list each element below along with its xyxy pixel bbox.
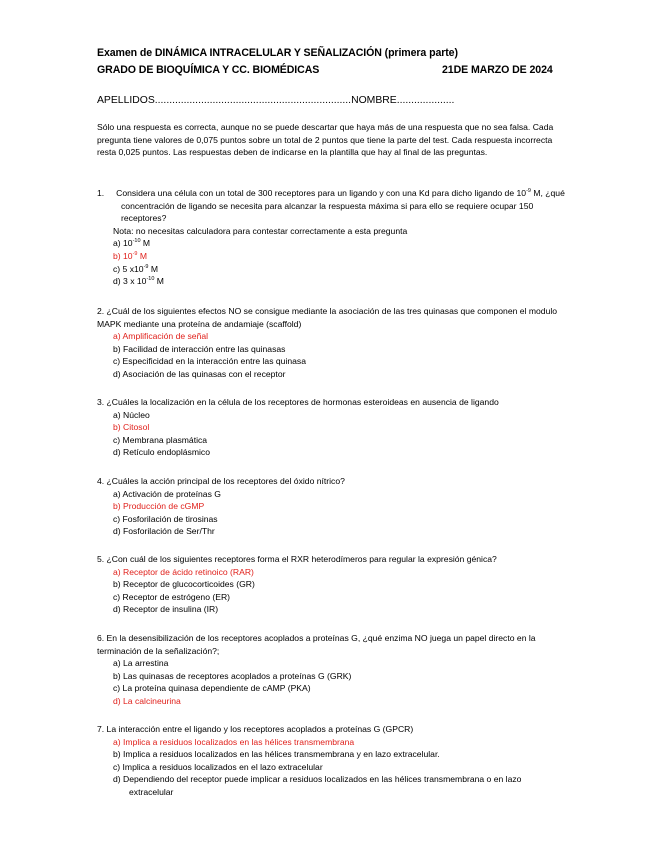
surnames-label: APELLIDOS [97,95,155,106]
question-5-option-b: b) Receptor de glucocorticoides (GR) [113,579,255,590]
surnames-line: .................................................................... [154,95,352,106]
exam-subtitle-row [97,64,563,76]
question-6 [97,632,565,708]
name-fields [97,95,454,106]
question-1-option-b: b) $10^{-9}$ M [113,250,148,261]
question-1-exponent: -9 [526,188,531,194]
question-1-text [97,187,565,225]
question-3-option-a: a) Núcleo [113,409,150,420]
question-6-option-c: c) La proteína quinasa dependiente de cAMP (PKA) [113,683,311,694]
question-6-option-d: d) La calcineurina [113,695,181,706]
question-3-text: 3. ¿Cuáles la localización en la célula de los receptores de hormonas esteroideas en ausencia de ligando [97,397,499,407]
name-label: NOMBRE [351,95,397,106]
exam-title: Examen de DINÁMICA INTRACELULAR Y SEÑALIZACIÓN (primera parte) [97,47,458,59]
question-4 [97,475,565,538]
question-7-text: 7. La interacción entre el ligando y los receptores acoplados a proteínas G (GPCR) [97,724,414,734]
question-6-option-b: b) Las quinasas de receptores acoplados a proteínas G (GRK) [113,670,352,681]
question-1 [97,187,565,288]
question-6-text: 6. En la desensibilización de los receptores acoplados a proteínas G, ¿qué enzima NO juega un papel directo en la terminación de la señalización?; [97,633,536,656]
question-4-option-c: c) Fosforilación de tirosinas [113,513,218,524]
question-1-number: 1. [97,188,105,198]
instructions: Sólo una respuesta es correcta, aunque no se puede descartar que haya más de una respuesta que no sea falsa. Cada pregunta tiene valores de 0,075 puntos sobre un total de 2 puntos que tiene la parte del test. Cada respuesta incorrecta resta 0,025 puntos. Las respuestas deben de indicarse en la plantilla que hay al final de las preguntas. [97,122,554,158]
question-4-option-b: b) Producción de cGMP [113,501,205,512]
question-1-text-b: M, ¿qué concentración de ligando se necesita para alcanzar la respuesta máxima si para ello se requiere ocupar 150 receptores? [121,188,565,224]
question-5-text: 5. ¿Con cuál de los siguientes receptores forma el RXR heterodímeros para regular la expresión génica? [97,554,497,564]
question-4-text: 4. ¿Cuáles la acción principal de los receptores del óxido nítrico? [97,476,345,486]
question-3-option-d: d) Retículo endoplásmico [113,447,210,458]
question-1-option-c: c) 5 $x10^{-9}$ M [113,263,159,274]
exam-date: 21DE MARZO DE 2024 [442,64,553,76]
question-5 [97,553,565,616]
question-7-option-b: b) Implica a residuos localizados en las hélices transmembrana y en lazo extracelular. [113,749,440,760]
question-1-note: Nota: no necesitas calculadora para contestar correctamente a esta pregunta [113,225,408,236]
question-2-option-a: a) Amplificación de señal [113,331,209,342]
question-5-option-a: a) Receptor de ácido retinoico (RAR) [113,566,254,577]
degree-name: GRADO DE BIOQUÍMICA Y CC. BIOMÉDICAS [97,64,320,76]
question-2-option-d: d) Asociación de las quinasas con el receptor [113,368,286,379]
question-4-option-d: d) Fosforilación de Ser/Thr [113,526,215,537]
question-2-option-c: c) Especificidad en la interacción entre las quinasa [113,356,306,367]
question-5-option-c: c) Receptor de estrógeno (ER) [113,591,231,602]
question-2-text: 2. ¿Cuál de los siguientes efectos NO se consigue mediante la asociación de las tres quinasas que componen el modulo MAPK mediante una proteína de andamiaje (scaffold) [97,306,558,329]
question-2-option-b: b) Facilidad de interacción entre las quinasas [113,343,286,354]
question-7 [97,723,565,799]
name-line: .................... [396,95,455,106]
question-4-option-a: a) Activación de proteínas G [113,488,221,499]
question-2 [97,305,565,381]
question-1-text-a: Considera una célula con un total de 300 receptores para un ligando y con una Kd para dicho ligando de 10 [116,188,527,198]
question-7-option-a: a) Implica a residuos localizados en las hélices transmembrana [113,736,355,747]
question-3-option-c: c) Membrana plasmática [113,434,208,445]
question-6-option-a: a) La arrestina [113,658,169,669]
question-7-option-c: c) Implica a residuos localizados en el lazo extracelular [113,761,323,772]
question-1-option-a: a) $10^{-10}$ M [113,238,151,249]
question-1-option-d: d) 3 x $10^{-10}$ M [113,276,164,287]
question-3-option-b: b) Citosol [113,422,150,433]
question-5-option-d: d) Receptor de insulina (IR) [113,604,219,615]
question-7-option-d: d) Dependiendo del receptor puede implicar a residuos localizados en las hélices transmembrana o en lazo extracelular [113,774,522,797]
question-3 [97,396,565,459]
